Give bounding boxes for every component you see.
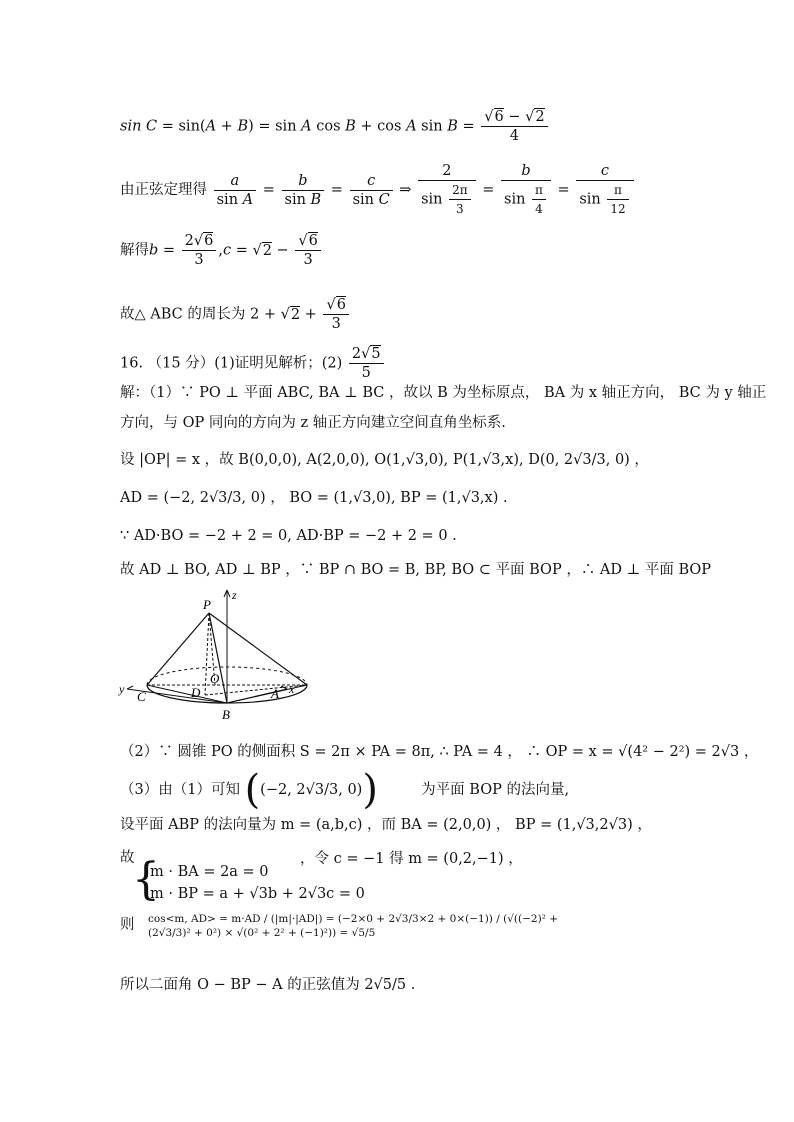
sol-line-3: 设 |OP| = x ，故 B(0,0,0), A(2,0,0), O(1,√3,0), P(1,√3,x), D(0, 2√3/3, 0) ， (120, 452, 649, 468)
label-D: D (191, 685, 201, 700)
sol-line-4: AD = (−2, 2√3/3, 0) ， BO = (1,√3,0), BP = (1,√3,x) . (120, 490, 508, 506)
part-3-gu: 故 (120, 850, 135, 866)
part-2: （2）∵ 圆锥 PO 的侧面积 S = 2π × PA = 8π, ∴ PA = 4 ， ∴ OP = x = √(4² − 2²) = 2√3 ， (120, 744, 759, 760)
part3-c: 为平面 BOP 的法向量, (421, 782, 570, 798)
edge-PB (209, 613, 227, 703)
label-z: z (232, 588, 237, 602)
sol-line-5: ∵ AD·BO = −2 + 2 = 0, AD·BP = −2 + 2 = 0 . (120, 528, 457, 544)
label-C: C (137, 689, 146, 704)
perimeter-intro: 故△ ABC 的周长为 (120, 306, 246, 323)
equation-solve: 解得b = $\frac{2√6}{3}$ ,c = √2 − $\frac{√6}{3}$ (120, 232, 323, 269)
cosine-formula: cos<m, AD> = m·AD / (|m|·|AD|) = (−2×0 + 2√3/3×2 + 0×(−1)) / (√((−2)² + (2√3/3)² + 0²) × √(0² + 2² + (−1)²)) = √5/5 (148, 913, 559, 939)
sol-line-2: 方向，与 OP 同向的方向为 z 轴正方向建立空间直角坐标系. (120, 415, 506, 431)
system-eq-1: m · BA = 2a = 0 (150, 864, 269, 880)
cone-edge-right (209, 613, 307, 685)
equation-sinC: sin C = sin(A + B) = sin A cos B + cos A sin B = $\frac{√6 - √2}{4}$ (120, 108, 550, 145)
part3-a: （3）由（1）可知 (120, 782, 240, 798)
law-intro: 由正弦定理得 (120, 182, 207, 198)
part-3-line-2: 设平面 ABP 的法向量为 m = (a,b,c) ，而 BA = (2,0,0) ， BP = (1,√3,2√3) ， (120, 817, 652, 833)
part3-vector: (−2, 2√3/3, 0) (260, 782, 363, 798)
label-y: y (119, 682, 125, 696)
sol-line-6: 故 AD ⊥ BO, AD ⊥ BP ，∵ BP ∩ BO = B, BP, BO ⊂ 平面 BOP ，∴ AD ⊥ 平面 BOP (120, 562, 712, 578)
cone-figure (115, 585, 315, 725)
label-B: B (222, 707, 230, 722)
label-P: P (203, 597, 211, 612)
part-3-let: ，令 c = −1 得 m = (0,2,−1) ， (300, 851, 523, 867)
system-brace: { (132, 854, 160, 905)
final-line: 所以二面角 O − BP − A 的正弦值为 2√5/5 . (120, 977, 416, 993)
edge-PD (205, 613, 209, 695)
solve-intro: 解得 (120, 242, 149, 259)
label-x: x (289, 682, 295, 696)
equation-law-of-sines: 由正弦定理得 $\frac{a}{\text{sin A}}$ = $\frac{b}{\text{sin B}}$ = $\frac{c}{\text{sin C}}$ ⇒ 2 sin $\frac{2\pi}{3}$ = b sin $\frac{\pi}{4}$ = c sin $\frac{\pi}{12}$ (120, 162, 636, 218)
sol-line-1: 解：（1）∵ PO ⊥ 平面 ABC, BA ⊥ BC ，故以 B 为坐标原点， BA 为 x 轴正方向， BC 为 y 轴正 (120, 385, 767, 401)
equation-perimeter: 故△ ABC 的周长为 2 + √2 + $\frac{√6}{3}$ (120, 296, 351, 333)
label-A: A (271, 686, 279, 701)
system-eq-2: m · BP = a + √3b + 2√3c = 0 (150, 886, 365, 902)
part-3-line-1: （3）由（1）可知 ((−2, 2√3/3, 0)) 为平面 BOP 的法向量, (120, 767, 570, 813)
q16-header: 16. （15 分）(1)证明见解析；(2) $\frac{2√5}{5}$ (120, 345, 386, 382)
cone-edge-left (147, 613, 209, 685)
q16-header-text: 16. （15 分）(1)证明见解析；(2) (120, 355, 343, 372)
part-3-ze: 则 (120, 917, 135, 933)
label-O: O (210, 671, 220, 686)
